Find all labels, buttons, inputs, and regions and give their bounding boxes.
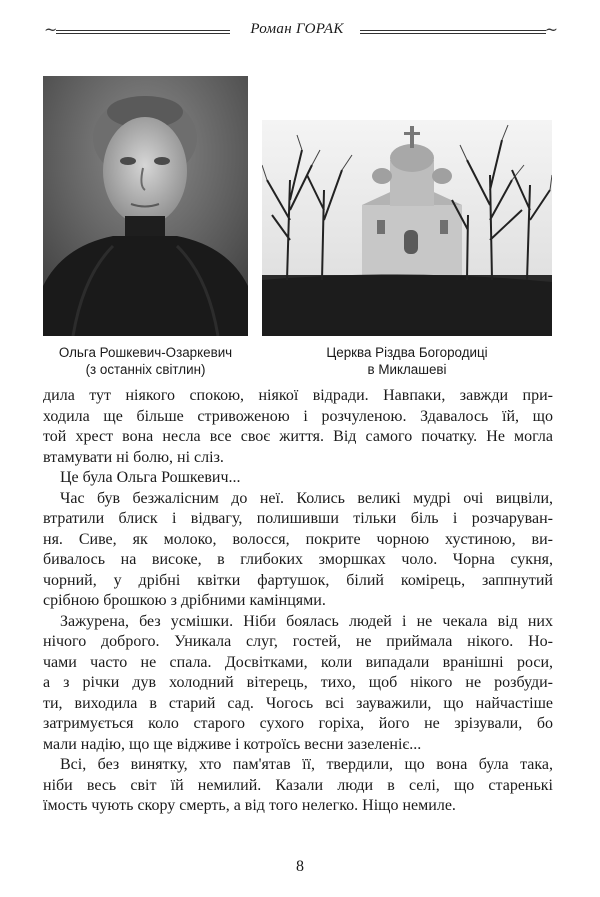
text-line: чами часто не спала. Досвітками, коли випадали вранішні роси, — [43, 653, 553, 671]
header-rule-left — [56, 30, 230, 34]
text-line: Всі, без винятку, хто пам'ятав її, твердили, що вона була така, — [60, 756, 553, 773]
ornament-right-icon: ~ — [544, 20, 558, 39]
text-line: втратили блиск і відвагу, полишивши тільки біль і розчаруван- — [43, 510, 553, 527]
text-line: ніби весь світ їй немилий. Казали люди в селі, що старенькі — [43, 776, 553, 794]
running-title: Роман ГОРАК — [250, 21, 344, 37]
caption-right — [262, 344, 552, 378]
text-line: дила тут ніякого спокою, ніякої відради. Навпаки, завжди при- — [43, 387, 553, 404]
paragraph — [43, 386, 553, 468]
church-photo-icon — [262, 120, 552, 336]
caption-left-line: Ольга Рошкевич-Озаркевич — [58, 345, 233, 360]
running-header — [44, 18, 558, 44]
text-line: затримується коло старого сухого горіха, його не зрізували, бо — [43, 715, 553, 732]
caption-right-line: в Миклашеві — [367, 362, 447, 377]
paragraph — [43, 755, 553, 817]
paragraph — [43, 489, 553, 612]
text-line: втамувати ні болю, ні сліз. — [43, 448, 224, 466]
text-line: бивалось на високе, в глибоких зморшках чоло. Чорна сукня, — [43, 551, 553, 568]
caption-left — [43, 344, 248, 378]
text-line: ходила ще більше стривоженою і розчуленою. Здавалось їй, що — [43, 407, 553, 425]
text-line: а з річки дув холодний вітерець, тихо, щоб нікого не розбуди- — [43, 674, 553, 691]
ornament-left-icon: ~ — [44, 20, 58, 39]
page-number: 8 — [296, 858, 304, 875]
text-line: той хрест вона несла все своє життя. Від самого початку. Не могла — [43, 428, 553, 445]
text-line: нічого доброго. Уникала слуг, гостей, не приймала нікого. Но- — [43, 633, 553, 650]
caption-right-line: Церква Різдва Богородиці — [326, 345, 488, 360]
text-line: Час був безжалісним до неї. Колись великі мудрі очі вицвіли, — [60, 489, 553, 507]
text-line: ня. Сиве, як молоко, волосся, покрите чорною хустиною, ви- — [43, 530, 553, 548]
text-line: їмость чують скору смерть, а від того нелегко. Ніщо немиле. — [43, 797, 456, 814]
text-line: ти, виходила в старий сад. Чогось всі зауважили, що найчастіше — [43, 694, 553, 712]
portrait-photo-icon — [43, 76, 248, 336]
text-line: срібною брошкою з дрібними камінцями. — [43, 592, 326, 609]
paragraph — [43, 468, 553, 489]
text-line: Зажурена, без усмішки. Ніби боялась людей і не чекала від них — [60, 612, 553, 630]
text-line: чорний, у дрібні квітки фартушок, білий комірець, заппнутий — [43, 571, 553, 589]
body-text — [43, 386, 553, 817]
text-line: мали надію, що ще відживе і котроїсь весни зазеленіє... — [43, 735, 422, 753]
text-line: Це була Ольга Рошкевич... — [60, 469, 241, 486]
header-rule-right — [360, 30, 546, 34]
caption-left-line: (з останніх світлин) — [85, 362, 206, 377]
paragraph — [43, 612, 553, 756]
